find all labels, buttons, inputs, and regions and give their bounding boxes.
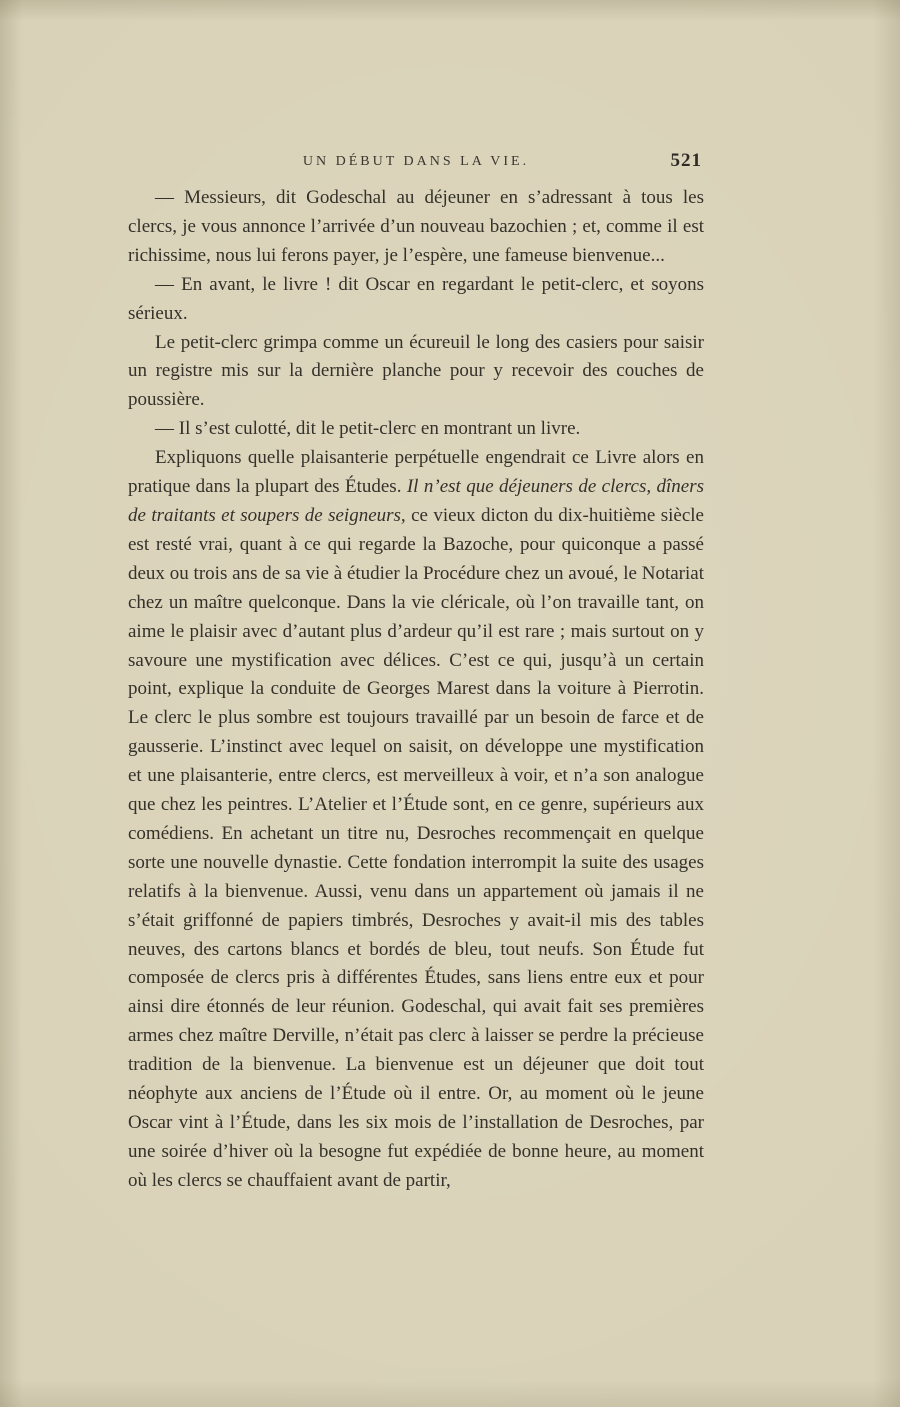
plain-text: — Il s’est culotté, dit le petit-clerc en montrant un livre. bbox=[155, 418, 581, 440]
italic-text: Il n’est que déjeuners de clercs, dîners de traitants et soupers de seigneurs, bbox=[128, 476, 704, 526]
plain-text: Expliquons quelle plaisanterie perpétuelle engendrait ce Livre alors en pratique dans la plupart des Études. bbox=[128, 447, 704, 498]
paragraph bbox=[128, 444, 704, 1196]
plain-text: ce vieux dicton du dix-huitième siècle est resté vrai, quant à ce qui regarde la Bazoche, pour quiconque a passé deux ou trois ans de sa vie à étudier la Procédure chez un avoué, le Notariat chez un maître quelconque. Dans la vie cléricale, où l’on travaille tant, on aime le plaisir avec d’autant plus d’ardeur qu’il est rare ; mais surtout on y savoure une mystification avec délices. C’est ce qui, jusqu’à un certain point, explique la conduite de Georges Marest dans la voiture à Pierrotin. Le clerc le plus sombre est toujours travaillé par un besoin de farce et de gausserie. L’instinct avec lequel on saisit, on développe une mystification et une plaisanterie, entre clercs, est merveilleux à voir, et n’a son analogue que chez les peintres. L’Atelier et l’Étude sont, en ce genre, supérieurs aux comédiens. En achetant un titre nu, Desroches recommençait en quelque sorte une nouvelle dynastie. Cette fondation interrompit la suite des usages relatifs à la bienvenue. Aussi, venu dans un appartement où jamais il ne s’était griffonné de papiers timbrés, Desroches y avait-il mis des tables neuves, des cartons blancs et bordés de bleu, tout neufs. Son Étude fut composée de clercs pris à différentes Études, sans liens entre eux et pour ainsi dire étonnés de leur réunion. Godeschal, qui avait fait ses premières armes chez maître Derville, n’était pas clerc à laisser se perdre la précieuse tradition de la bienvenue. La bienvenue est un déjeuner que doit tout néophyte aux anciens de l’Étude où il entre. Or, au moment où le jeune Oscar vint à l’Étude, dans les six mois de l’installation de Desroches, par une soirée d’hiver où la besogne fut expédiée de bonne heure, au moment où les clercs se chauffaient avant de partir, bbox=[128, 504, 704, 1191]
paragraph bbox=[128, 184, 704, 271]
plain-text: — Messieurs, dit Godeschal au déjeuner en s’adressant à tous les clercs, je vous annonce l’arrivée d’un nouveau bazochien ; et, comme il est richissime, nous lui ferons payer, je l’espère, une fameuse bienvenue... bbox=[128, 187, 704, 266]
plain-text: — En avant, le livre ! dit Oscar en regardant le petit-clerc, et soyons sérieux. bbox=[128, 273, 704, 324]
paragraph bbox=[128, 271, 704, 329]
page-header bbox=[128, 150, 704, 176]
page-number: 521 bbox=[670, 150, 702, 171]
paragraph bbox=[128, 415, 704, 444]
plain-text: Le petit-clerc grimpa comme un écureuil le long des casiers pour saisir un registre mis sur la dernière planche pour y recevoir des couches de poussière. bbox=[128, 331, 704, 411]
running-title: UN DÉBUT DANS LA VIE. bbox=[302, 154, 530, 169]
page-body bbox=[128, 184, 704, 1196]
paragraph bbox=[128, 329, 704, 416]
text-block bbox=[128, 150, 704, 1196]
